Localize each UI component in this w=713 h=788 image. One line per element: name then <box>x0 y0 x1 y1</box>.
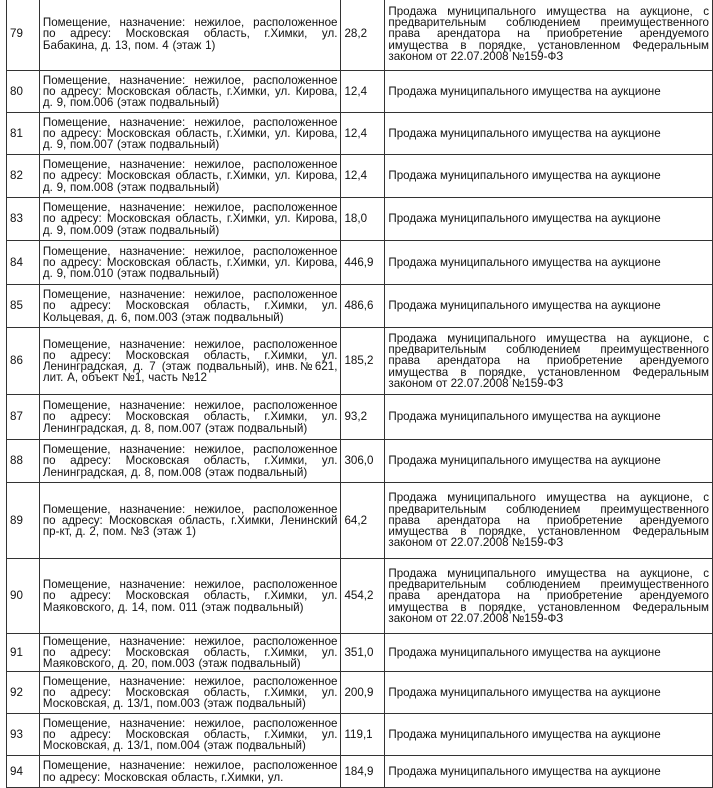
row-number: 83 <box>7 198 40 241</box>
table-row <box>7 559 713 634</box>
row-area: 454,2 <box>341 559 385 634</box>
row-number: 88 <box>7 440 40 483</box>
row-area: 12,4 <box>341 113 385 155</box>
table-row <box>7 198 713 241</box>
row-number: 87 <box>7 395 40 440</box>
row-description: Помещение, назначение: нежилое, расположенное по адресу: Московская область, г.Химки, ул. Кирова, д. 9, пом.010 (этаж подвальный) <box>39 241 341 285</box>
row-description: Помещение, назначение: нежилое, расположенное по адресу: Московская область, г.Химки, ул. Кольцевая, д. 6, пом.003 (этаж подвальный) <box>39 285 341 328</box>
row-sale-type: Продажа муниципального имущества на аукционе <box>385 756 713 788</box>
row-number: 81 <box>7 113 40 155</box>
row-number: 90 <box>7 559 40 634</box>
row-number: 94 <box>7 756 40 788</box>
row-area: 93,2 <box>341 395 385 440</box>
row-sale-type: Продажа муниципального имущества на аукционе <box>385 285 713 328</box>
row-area: 351,0 <box>341 634 385 672</box>
row-description: Помещение, назначение: нежилое, расположенное по адресу: Московская область, г.Химки, ул. Кирова, д. 9, пом.007 (этаж подвальный) <box>39 113 341 155</box>
table-row <box>7 440 713 483</box>
property-table <box>6 0 713 788</box>
row-sale-type: Продажа муниципального имущества на аукционе <box>385 395 713 440</box>
row-sale-type: Продажа муниципального имущества на аукционе <box>385 672 713 714</box>
row-area: 12,4 <box>341 155 385 198</box>
row-sale-type: Продажа муниципального имущества на аукционе <box>385 113 713 155</box>
row-area: 200,9 <box>341 672 385 714</box>
row-description: Помещение, назначение: нежилое, расположенное по адресу: Московская область, г.Химки, ул. Ленинградская, д. 7 (этаж подвальный), инв.№621, лит. А, объект №1, часть №12 <box>39 328 341 395</box>
row-sale-type: Продажа муниципального имущества на аукционе, с предварительным соблюдением преимущественного права арендатора на приобретение арендуемого имущества в порядке, установленном Федеральным законом от 22.07.2008 №159-ФЗ <box>385 483 713 559</box>
row-description: Помещение, назначение: нежилое, расположенное по адресу: Московская область, г.Химки, ул. Маяковского, д. 20, пом.003 (этаж подвальный) <box>39 634 341 672</box>
row-number: 82 <box>7 155 40 198</box>
table-row <box>7 71 713 113</box>
table-row <box>7 155 713 198</box>
row-sale-type: Продажа муниципального имущества на аукционе, с предварительным соблюдением преимущественного права арендатора на приобретение арендуемого имущества в порядке, установленном Федеральным законом от 22.07.2008 №159-ФЗ <box>385 559 713 634</box>
row-area: 64,2 <box>341 483 385 559</box>
row-area: 185,2 <box>341 328 385 395</box>
table-body <box>7 0 713 788</box>
row-sale-type: Продажа муниципального имущества на аукционе <box>385 241 713 285</box>
row-description: Помещение, назначение: нежилое, расположенное по адресу: Московская область, г.Химки, ул. Маяковского, д. 14, пом. 011 (этаж подвальный) <box>39 559 341 634</box>
row-area: 18,0 <box>341 198 385 241</box>
row-number: 86 <box>7 328 40 395</box>
table-row <box>7 672 713 714</box>
row-area: 28,2 <box>341 0 385 71</box>
row-description: Помещение, назначение: нежилое, расположенное по адресу: Московская область, г.Химки, ул. Кирова, д. 9, пом.006 (этаж подвальный) <box>39 71 341 113</box>
row-number: 92 <box>7 672 40 714</box>
row-description: Помещение, назначение: нежилое, расположенное по адресу: Московская область, г.Химки, ул. Московская, д. 13/1, пом.004 (этаж подвальный) <box>39 714 341 756</box>
row-area: 306,0 <box>341 440 385 483</box>
table-row <box>7 285 713 328</box>
row-sale-type: Продажа муниципального имущества на аукционе <box>385 634 713 672</box>
table-row <box>7 395 713 440</box>
row-area: 184,9 <box>341 756 385 788</box>
row-area: 12,4 <box>341 71 385 113</box>
row-sale-type: Продажа муниципального имущества на аукционе <box>385 155 713 198</box>
row-description: Помещение, назначение: нежилое, расположенное по адресу: Московская область, г.Химки, ул. Московская, д. 13/1, пом.003 (этаж подвальный) <box>39 672 341 714</box>
table-row <box>7 483 713 559</box>
table-row <box>7 634 713 672</box>
row-sale-type: Продажа муниципального имущества на аукционе <box>385 440 713 483</box>
row-number: 80 <box>7 71 40 113</box>
row-area: 119,1 <box>341 714 385 756</box>
row-number: 79 <box>7 0 40 71</box>
row-sale-type: Продажа муниципального имущества на аукционе <box>385 71 713 113</box>
row-number: 85 <box>7 285 40 328</box>
row-number: 89 <box>7 483 40 559</box>
row-number: 84 <box>7 241 40 285</box>
row-description: Помещение, назначение: нежилое, расположенное по адресу: Московская область, г.Химки, ул. <box>39 756 341 788</box>
row-description: Помещение, назначение: нежилое, расположенное по адресу: Московская область, г.Химки, ул. Ленинградская, д. 8, пом.007 (этаж подвальный) <box>39 395 341 440</box>
row-number: 93 <box>7 714 40 756</box>
table-row <box>7 714 713 756</box>
table-row <box>7 0 713 71</box>
row-description: Помещение, назначение: нежилое, расположенное по адресу: Московская область, г.Химки, ул. Кирова, д. 9, пом.009 (этаж подвальный) <box>39 198 341 241</box>
row-description: Помещение, назначение: нежилое, расположенное по адресу: Московская область, г.Химки, Ленинский пр-кт, д. 2, пом. №3 (этаж 1) <box>39 483 341 559</box>
table-row <box>7 328 713 395</box>
row-sale-type: Продажа муниципального имущества на аукционе <box>385 714 713 756</box>
row-area: 446,9 <box>341 241 385 285</box>
table-row <box>7 756 713 788</box>
row-description: Помещение, назначение: нежилое, расположенное по адресу: Московская область, г.Химки, ул. Бабакина, д. 13, пом. 4 (этаж 1) <box>39 0 341 71</box>
row-area: 486,6 <box>341 285 385 328</box>
table-row <box>7 241 713 285</box>
row-sale-type: Продажа муниципального имущества на аукционе, с предварительным соблюдением преимущественного права арендатора на приобретение арендуемого имущества в порядке, установленном Федеральным законом от 22.07.2008 №159-ФЗ <box>385 0 713 71</box>
row-number: 91 <box>7 634 40 672</box>
row-sale-type: Продажа муниципального имущества на аукционе, с предварительным соблюдением преимущественного права арендатора на приобретение арендуемого имущества в порядке, установленном Федеральным законом от 22.07.2008 №159-ФЗ <box>385 328 713 395</box>
row-description: Помещение, назначение: нежилое, расположенное по адресу: Московская область, г.Химки, ул. Кирова, д. 9, пом.008 (этаж подвальный) <box>39 155 341 198</box>
table-row <box>7 113 713 155</box>
row-description: Помещение, назначение: нежилое, расположенное по адресу: Московская область, г.Химки, ул. Ленинградская, д. 8, пом.008 (этаж подвальный) <box>39 440 341 483</box>
row-sale-type: Продажа муниципального имущества на аукционе <box>385 198 713 241</box>
